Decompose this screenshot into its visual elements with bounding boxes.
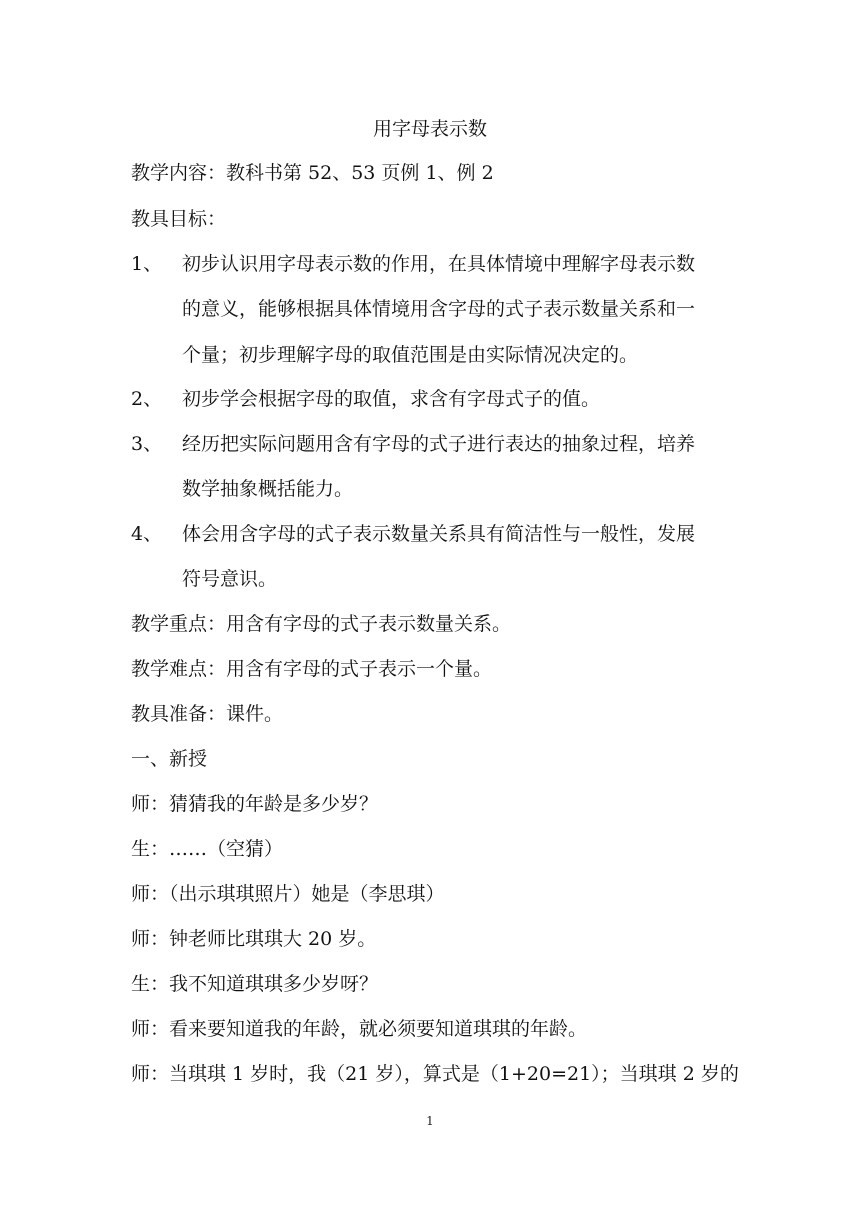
section-heading: 一、新授 bbox=[131, 748, 208, 770]
dialogue-line: 师：（出示琪琪照片）她是（李思琪） bbox=[131, 883, 445, 905]
goal-line: 符号意识。 bbox=[182, 568, 278, 590]
goal-line: 数学抽象概括能力。 bbox=[182, 478, 354, 500]
dialogue-line: 生：我不知道琪琪多少岁呀？ bbox=[131, 973, 379, 995]
goal-line: 经历把实际问题用含有字母的式子进行表达的抽象过程，培养 bbox=[182, 433, 696, 455]
dialogue-line: 生：……（空猜） bbox=[131, 838, 284, 860]
goal-line: 个量；初步理解字母的取值范围是由实际情况决定的。 bbox=[182, 344, 639, 366]
dialogue-line: 师：当琪琪 1 岁时，我（21 岁），算式是（1+20=21）；当琪琪 2 岁的 bbox=[131, 1063, 739, 1085]
dialogue-line: 师：钟老师比琪琪大 20 岁。 bbox=[131, 928, 377, 950]
teaching-content: 教学内容：教科书第 52、53 页例 1、例 2 bbox=[131, 162, 494, 184]
goal-line: 的意义，能够根据具体情境用含字母的式子表示数量关系和一 bbox=[182, 298, 696, 320]
preparation: 教具准备：课件。 bbox=[131, 703, 284, 725]
goals-heading: 教具目标： bbox=[131, 208, 227, 230]
page-number: 1 bbox=[426, 1114, 434, 1128]
dialogue-line: 师：看来要知道我的年龄，就必须要知道琪琪的年龄。 bbox=[131, 1018, 588, 1040]
goal-line: 初步学会根据字母的取值，求含有字母式子的值。 bbox=[182, 388, 601, 410]
goal-line: 体会用含字母的式子表示数量关系具有简洁性与一般性，发展 bbox=[182, 523, 696, 545]
goal-number: 3、 bbox=[131, 433, 163, 455]
dialogue-line: 师：猜猜我的年龄是多少岁？ bbox=[131, 793, 379, 815]
document-title: 用字母表示数 bbox=[372, 118, 487, 140]
key-point: 教学重点：用含有字母的式子表示数量关系。 bbox=[131, 613, 512, 635]
goal-number: 1、 bbox=[131, 253, 163, 275]
goal-number: 2、 bbox=[131, 388, 163, 410]
difficulty: 教学难点：用含有字母的式子表示一个量。 bbox=[131, 658, 493, 680]
goal-number: 4、 bbox=[131, 523, 163, 545]
goal-line: 初步认识用字母表示数的作用，在具体情境中理解字母表示数 bbox=[182, 253, 696, 275]
